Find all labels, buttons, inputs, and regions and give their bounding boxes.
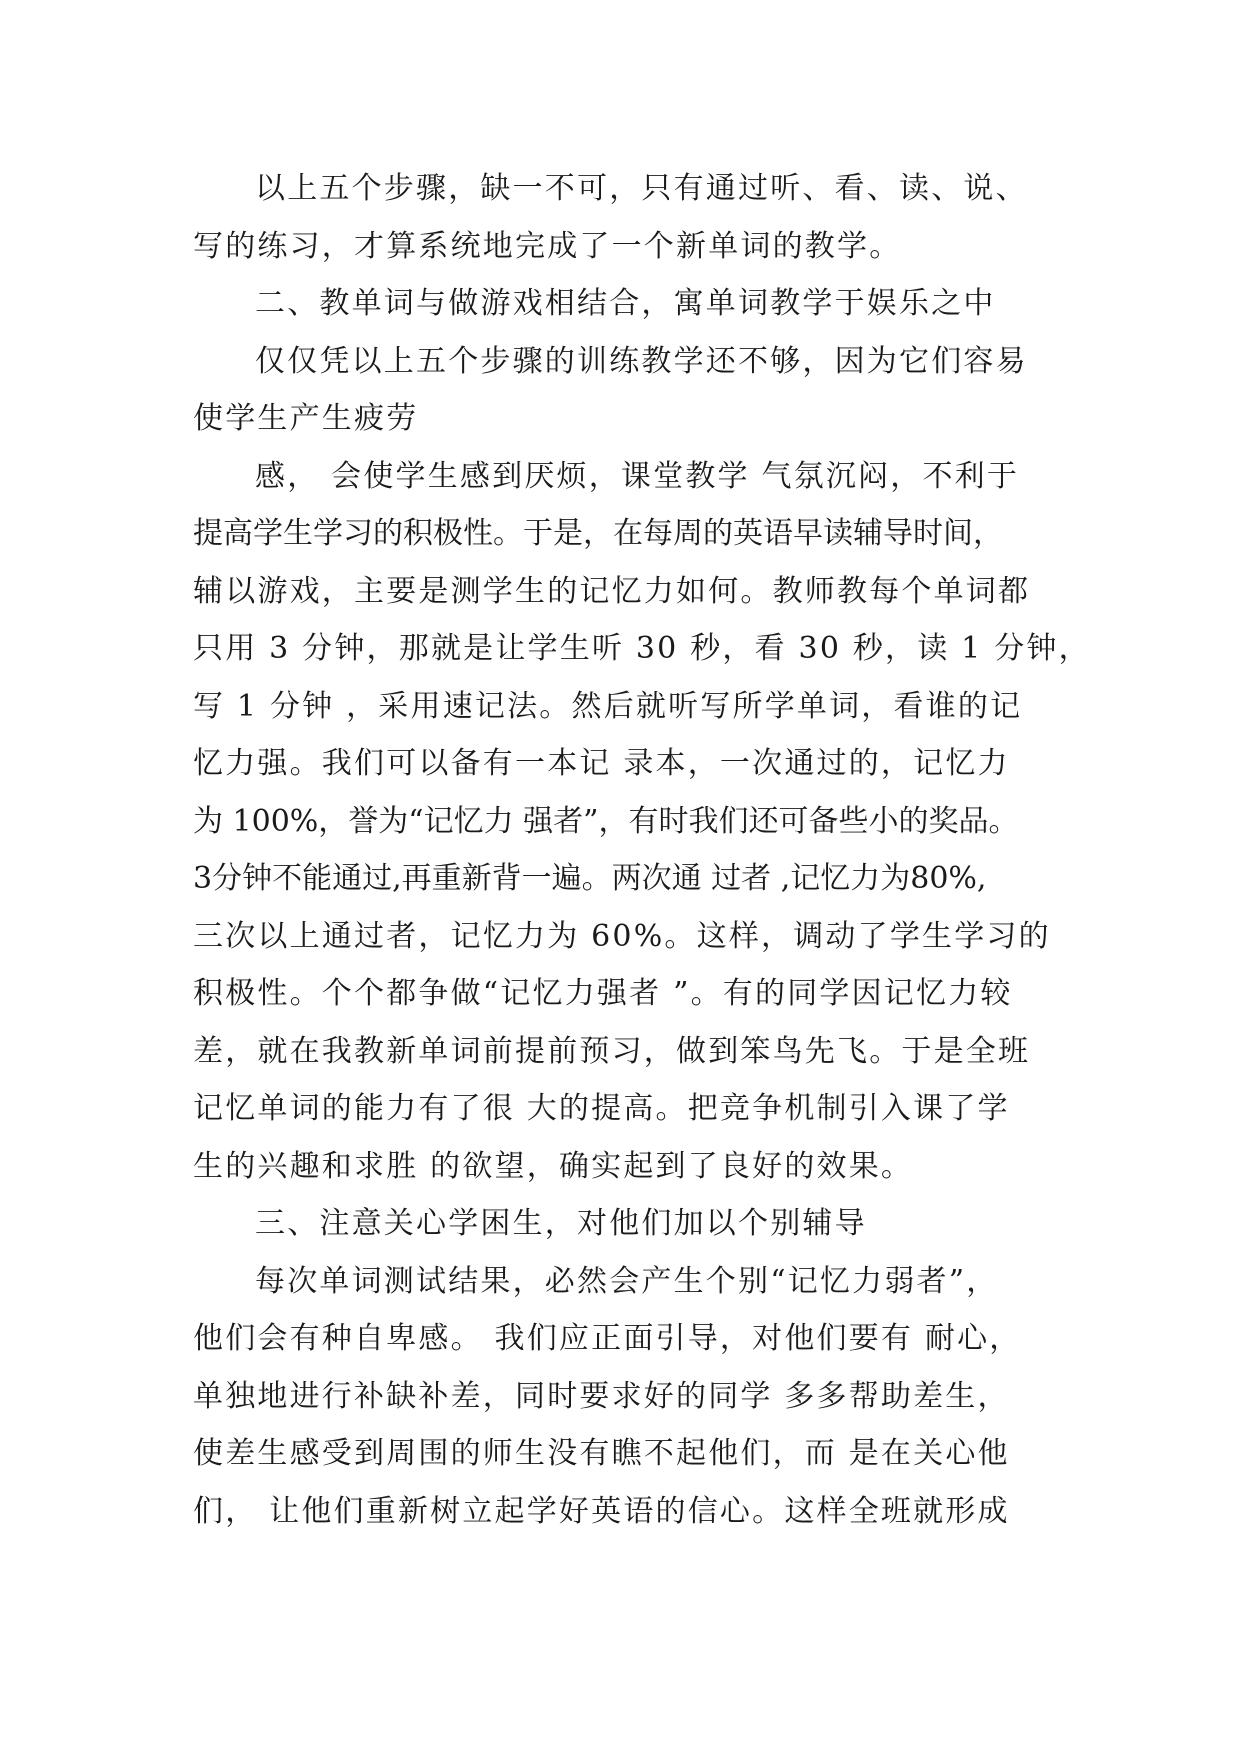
paragraph-line-18: 生的兴趣和求胜 的欲望，确实起到了良好的效果。 [193, 1148, 914, 1184]
section-heading-3: 三、注意关心学困生，对他们加以个别辅导 [255, 1206, 867, 1241]
paragraph-line-17: 记忆单词的能力有了很 大的提高。把竞争机制引入课了学 [193, 1091, 1010, 1126]
paragraph-line-16: 差，就在我教新单词前提前预习，做到笨鸟先飞。于是全班 [193, 1033, 1031, 1069]
paragraph-line-15: 积极性。个个都争做“记忆力强者 ”。有的同学因记忆力较 [193, 976, 1013, 1011]
document-page [193, 160, 1091, 1540]
paragraph-line-5: 使学生产生疲劳 [193, 401, 419, 436]
paragraph-line-9: 只用 3 分钟，那就是让学生听 30 秒，看 30 秒，读 1 分钟， [193, 631, 1091, 666]
paragraph-line-6: 感， 会使学生感到厌烦，课堂教学 气氛沉闷，不利于 [255, 458, 1020, 494]
paragraph-line-23: 使差生感受到周围的师生没有瞧不起他们，而 是在关心他 [193, 1436, 1010, 1471]
paragraph-line-4: 仅仅凭以上五个步骤的训练教学还不够，因为它们容易 [255, 343, 1028, 379]
paragraph-line-20: 每次单词测试结果，必然会产生个别“记忆力弱者”， [255, 1263, 999, 1299]
paragraph-line-13: 3分钟不能通过,再重新背一遍。两次通 过者 ,记忆力为80%, [193, 861, 987, 896]
paragraph-line-11: 忆力强。我们可以备有一本记 录本，一次通过的，记忆力 [193, 746, 1010, 781]
paragraph-line-14: 三次以上通过者，记忆力为 60%。这样，调动了学生学习的 [193, 918, 1051, 954]
paragraph-line-7: 提高学生学习的积极性。于是，在每周的英语早读辅导时间， [193, 516, 1003, 551]
paragraph-line-2: 写的练习，才算系统地完成了一个新单词的教学。 [193, 228, 902, 264]
section-heading-2: 二、教单词与做游戏相结合，寓单词教学于娱乐之中 [255, 286, 996, 321]
paragraph-line-24: 们， 让他们重新树立起学好英语的信心。这样全班就形成 [193, 1493, 1010, 1529]
paragraph-line-21: 他们会有种自卑感。 我们应正面引导，对他们要有 耐心， [193, 1321, 1022, 1356]
paragraph-line-12: 为 100%，誉为“记忆力 强者”，有时我们还可备些小的奖品。 [193, 803, 1019, 839]
paragraph-line-10: 写 1 分钟 ，采用速记法。然后就听写所学单词，看谁的记 [193, 688, 1023, 724]
paragraph-line-8: 辅以游戏，主要是测学生的记忆力如何。教师教每个单词都 [193, 573, 1031, 609]
paragraph-line-1: 以上五个步骤，缺一不可，只有通过听、看、读、说、 [255, 171, 1028, 206]
paragraph-line-22: 单独地进行补缺补差，同时要求好的同学 多多帮助差生， [193, 1378, 1010, 1414]
